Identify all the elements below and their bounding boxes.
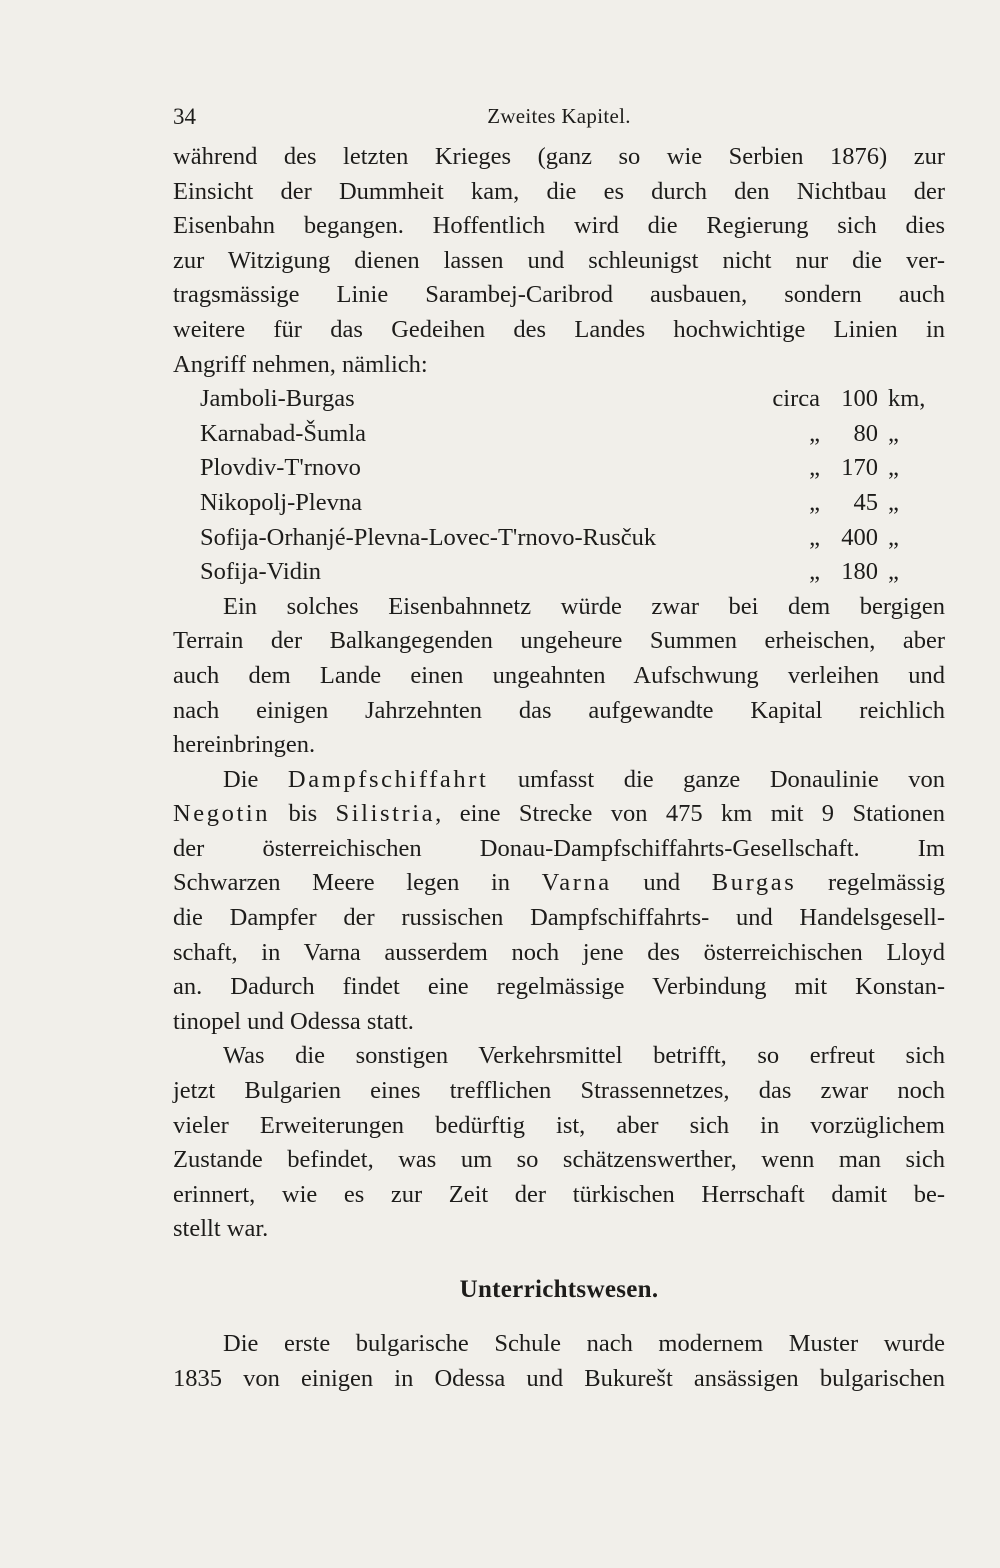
text-line: Einsicht der Dummheit kam, die es durch den Nichtbau der — [173, 177, 945, 205]
railway-lines-table — [173, 382, 945, 590]
text-line: nach einigen Jahrzehnten das aufgewandte Kapital reichlich — [173, 696, 945, 724]
table-row — [173, 451, 945, 486]
route-distance: 100 — [841, 385, 878, 413]
text-line: Was die sonstigen Verkehrsmittel betrifft, so erfreut sich — [223, 1042, 945, 1070]
route-distance: 400 — [841, 523, 878, 551]
text-line: schaft, in Varna ausserdem noch jene des österreichischen Lloyd — [173, 938, 945, 966]
text-line: stellt war. — [173, 1215, 269, 1243]
distance-unit: „ — [888, 488, 899, 516]
route-name: Plovdiv-T'rnovo — [200, 454, 361, 482]
text-run: regelmässig — [796, 869, 946, 897]
route-distance: 45 — [853, 488, 878, 516]
section-spacer — [173, 1247, 945, 1275]
running-head — [173, 96, 945, 140]
emphasized-term: Negotin — [173, 800, 271, 828]
text-line: Angriff nehmen, nämlich: — [173, 350, 428, 378]
text-line: weitere für das Gedeihen des Landes hochwichtige Linien in — [173, 315, 945, 343]
distance-unit: „ — [888, 419, 899, 447]
text-line: auch dem Lande einen ungeahnten Aufschwung verleihen und — [173, 661, 945, 689]
chapter-title: Zweites Kapitel. — [487, 104, 631, 128]
table-row — [173, 521, 945, 556]
emphasized-term: Silistria — [335, 800, 436, 828]
route-distance: 170 — [841, 454, 878, 482]
distance-unit: „ — [888, 523, 899, 551]
text-run: umfasst die ganze Donaulinie von — [488, 765, 945, 793]
distance-prefix: circa — [772, 385, 820, 413]
text-line: hereinbringen. — [173, 731, 316, 759]
route-name: Nikopolj-Plevna — [200, 488, 362, 516]
section-heading: Unterrichtswesen. — [459, 1276, 659, 1303]
table-row — [173, 486, 945, 521]
text-run: bis — [270, 800, 336, 828]
text-run: Die — [223, 765, 288, 793]
opening-paragraph — [173, 140, 945, 382]
text-line: zur Witzigung dienen lassen und schleunigst nicht nur die ver- — [173, 246, 945, 274]
text-line: Die erste bulgarische Schule nach modernem Muster wurde — [223, 1330, 945, 1357]
distance-unit: „ — [888, 454, 899, 482]
text-line — [173, 797, 945, 832]
steamship-paragraph — [173, 763, 945, 1040]
text-line: während des letzten Krieges (ganz so wie Serbien 1876) zur — [173, 143, 945, 170]
text-line: vieler Erweiterungen bedürftig ist, aber sich in vorzüglichem — [173, 1111, 945, 1139]
table-row — [173, 417, 945, 452]
text-line: der österreichischen Donau-Dampfschiffahrts-Gesellschaft. Im — [173, 834, 945, 862]
distance-prefix: „ — [809, 523, 820, 551]
distance-unit: km, — [888, 385, 926, 413]
text-line: tragsmässige Linie Sarambej-Caribrod ausbauen, sondern auch — [173, 281, 945, 309]
route-name: Sofija-Vidin — [200, 558, 322, 586]
school-paragraph — [173, 1327, 945, 1396]
distance-unit: „ — [888, 558, 899, 586]
text-run: Schwarzen Meere legen in — [173, 869, 542, 897]
route-distance: 80 — [853, 419, 878, 447]
text-line: Terrain der Balkangegenden ungeheure Summen erheischen, aber — [173, 627, 945, 655]
text-line: Ein solches Eisenbahnnetz würde zwar bei dem bergigen — [223, 592, 945, 620]
table-row — [173, 382, 945, 417]
text-line — [173, 763, 945, 798]
text-run: , eine Strecke von 475 km mit 9 Stationen — [435, 800, 946, 828]
route-name: Sofija-Orhanjé-Plevna-Lovec-T'rnovo-Rusčuk — [200, 523, 657, 551]
distance-prefix: „ — [809, 454, 820, 482]
text-line: jetzt Bulgarien eines trefflichen Strassennetzes, das zwar noch — [173, 1077, 945, 1105]
text-run: und — [611, 869, 712, 897]
table-row — [173, 555, 945, 590]
text-line: 1835 von einigen in Odessa und Bukurešt ansässigen bulgarischen — [173, 1364, 945, 1392]
text-line: die Dampfer der russischen Dampfschiffahrts- und Handelsgesell- — [173, 904, 945, 932]
section-spacer — [173, 1305, 945, 1327]
emphasized-term: Varna — [541, 869, 612, 897]
roads-paragraph — [173, 1039, 945, 1247]
route-distance: 180 — [841, 558, 878, 586]
distance-prefix: „ — [809, 558, 820, 586]
text-line: Eisenbahn begangen. Hoffentlich wird die Regierung sich dies — [173, 212, 945, 240]
text-line — [173, 866, 945, 901]
railway-network-paragraph — [173, 590, 945, 763]
page-number: 34 — [173, 104, 196, 129]
emphasized-term: Burgas — [711, 869, 797, 897]
route-name: Karnabad-Šumla — [200, 419, 366, 447]
route-name: Jamboli-Burgas — [200, 385, 355, 413]
distance-prefix: „ — [809, 488, 820, 516]
book-page — [173, 96, 945, 1396]
emphasized-term: Dampfschiffahrt — [287, 765, 489, 793]
text-line: Zustande befindet, was um so schätzenswerther, wenn man sich — [173, 1146, 945, 1174]
text-line: an. Dadurch findet eine regelmässige Verbindung mit Konstan- — [173, 973, 945, 1001]
text-line: tinopel und Odessa statt. — [173, 1007, 414, 1035]
distance-prefix: „ — [809, 419, 820, 447]
text-line: erinnert, wie es zur Zeit der türkischen Herrschaft damit be- — [173, 1180, 945, 1208]
